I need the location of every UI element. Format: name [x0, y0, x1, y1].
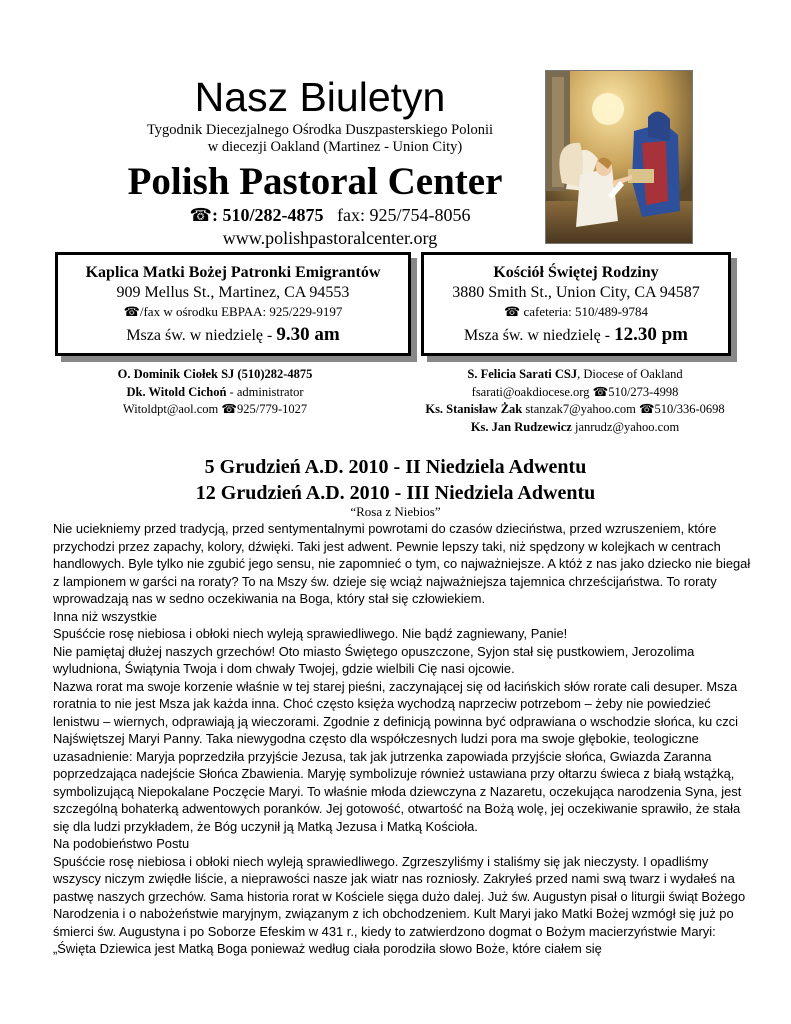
- contact-line: S. Felicia Sarati CSJ, Diocese of Oakland: [467, 367, 683, 381]
- phone-fax-line: [130, 204, 530, 226]
- article-subheading: Na podobieństwo Postu: [53, 836, 190, 851]
- article-paragraph: Spuśćcie rosę niebiosa i obłoki niech wyleją sprawiedliwego. Zgrzeszyliśmy i staliśmy się jak nieczysty. I opadliśmy wszyscy niczym zwiędłe liście, a nieprawości nasze jak wiatr nas rozniosły. Zakryłeś przed nami swą twarz i wydałeś na pastwę naszych grzechów. Sama historia rorat w Kościele sięga dużo dalej. Już św. Augustyn pisał o liturgii świąt Bożego Narodzenia i o nabożeństwie maryjnym, związanym z ich obchodzeniem. Kult Maryi jako Matki Bożej wzmógł się już po śmierci św. Augustyna i po Soborze Efeskim w 431 r., kiedy to zatwierdzono dogmat o Bożym macierzyństwie Maryi: „Święta Dziewica jest Matką Boga ponieważ według ciała porodziła słowo Boże, które ciałem się: [53, 853, 746, 956]
- article-paragraph: Spuśćcie rosę niebiosa i obłoki niech wyleją sprawiedliwego. Nie bądź zagniewany, Panie!: [53, 626, 568, 641]
- annunciation-painting: [545, 70, 693, 244]
- contact-line: Dk. Witold Cichoń - administrator: [126, 384, 304, 399]
- contact-line: fsarati@oakdiocese.org ☎510/273-4998: [471, 384, 679, 399]
- telephone-icon: ☎: [189, 205, 212, 225]
- box-mass-time: Msza św. w niedzielę - 12.30 pm: [464, 324, 688, 345]
- telephone-icon: ☎: [123, 304, 140, 319]
- fax-number: fax: 925/754-8056: [336, 205, 471, 225]
- contacts-left: [40, 366, 390, 419]
- box-title: Kaplica Matki Bożej Patronki Emigrantów: [85, 264, 381, 281]
- contact-line: Ks. Stanisław Żak stanzak7@yahoo.com ☎510/336-0698: [425, 402, 725, 416]
- contacts-right: [390, 366, 760, 436]
- article-paragraph: Nie pamiętaj dłużej naszych grzechów! Oto miasto Świętego opuszczone, Syjon stał się pustkowiem, Jerozolima wyludniona, Świątynia Twoja i dom chwały Twojej, gdzie wielbili Cię nasi ojcowie.: [53, 643, 695, 676]
- telephone-icon: ☎: [221, 402, 237, 416]
- box-phone: ☎/fax w ośrodku EBPAA: 925/229-9197: [123, 304, 343, 319]
- sunday-heading-1: 5 Grudzień A.D. 2010 - II Niedziela Adwentu: [204, 456, 587, 478]
- box-mass-time: Msza św. w niedzielę - 9.30 am: [126, 324, 340, 345]
- contact-line: Ks. Jan Rudzewicz janrudz@yahoo.com: [470, 419, 680, 434]
- subtitle-line-2: w diecezji Oakland (Martinez - Union City): [207, 139, 463, 155]
- website-url: www.polishpastoralcenter.org: [222, 228, 438, 248]
- contact-line: O. Dominik Ciołek SJ (510)282-4875: [117, 367, 313, 381]
- article-paragraph: Nie uciekniemy przed tradycją, przed sentymentalnymi powrotami do czasów dzieciństwa, przed wzruszeniem, które przychodzi przez zapachy, kolory, dźwięki. Taki jest adwent. Pewnie lepszy taki, niż spędzony w kolejkach w centrach handlowych. Byle tylko nie zgubić jego sensu, nie zapomnieć o tym, co najważniejsze. A któż z nas jako dziecko nie biegał z lampionem w garści na roraty? To na Mszy św. dzieje się wciąż najważniejsza tajemnica chrześcijaństwa. To roraty wprowadzają nas w sedno oczekiwania na Boga, który stał się człowiekiem.: [53, 521, 751, 606]
- box-address: 909 Mellus St., Martinez, CA 94553: [116, 284, 350, 301]
- article-subheading: Inna niż wszystkie: [53, 608, 157, 624]
- bulletin-title: Nasz Biuletyn: [194, 74, 446, 120]
- telephone-icon: ☎: [592, 384, 609, 399]
- martinez-chapel-box: [55, 252, 411, 356]
- article-title: “Rosa z Niebios”: [350, 504, 441, 519]
- masthead: [0, 0, 791, 250]
- telephone-icon: ☎: [638, 402, 655, 416]
- box-phone: ☎ cafeteria: 510/489-9784: [504, 304, 648, 319]
- article-paragraph: Nazwa rorat ma swoje korzenie właśnie w tej starej pieśni, zaczynającej się od łacińskich słów rorate cali desuper. Msza roratnia to nie jest Msza jak każda inna. Choć często księża wychodzą naprzeciw potrzebom – żeby nie powiedzieć lenistwu – wiernych, odprawiają ją wieczorami. Zgodnie z definicją powinna być odprawiana o wschodzie słońca, ku czci Najświętszej Maryi Panny. Taka niewygodna często dla współczesnych ludzi pora ma swoje głębokie, teologiczne uzasadnienie: Maryja poprzedziła przyjście Jezusa, tak jak jutrzenka zapowiada przyjście słońca, Gwiazda Zaranna poprzedzająca nadejście Słońca Zbawienia. Maryję symbolizuje również ustawiana przy ołtarzu świeca z białą wstążką, symbolizującą Niepokalane Poczęcie Maryi. To właśnie młoda dziewczyna z Nazaretu, oczekująca narodzenia Syna, jest szczególną bohaterką adwentowych poranków. Jej gotowość, otwartość na Bożą wolę, jej oczekiwanie sprawiło, że stała się dla ludzi przykładem, że Bóg uczynił ją Matką Jezusa i Matką Kościoła.: [53, 678, 742, 834]
- article-body: [53, 520, 753, 958]
- union-city-church-box: [421, 252, 731, 356]
- box-address: 3880 Smith St., Union City, CA 94587: [452, 284, 700, 301]
- telephone-icon: ☎: [504, 304, 521, 319]
- center-name: Polish Pastoral Center: [127, 160, 503, 203]
- box-title: Kościół Świętej Rodziny: [493, 264, 659, 281]
- subtitle-line-1: Tygodnik Diecezjalnego Ośrodka Duszpasterskiego Polonii: [146, 122, 494, 138]
- phone-number: : 510/282-4875: [211, 205, 324, 225]
- contact-line: Witoldpt@aol.com ☎925/779-1027: [122, 402, 308, 416]
- annunciation-painting-image: [546, 71, 692, 243]
- sunday-heading-2: 12 Grudzień A.D. 2010 - III Niedziela Adwentu: [195, 482, 596, 504]
